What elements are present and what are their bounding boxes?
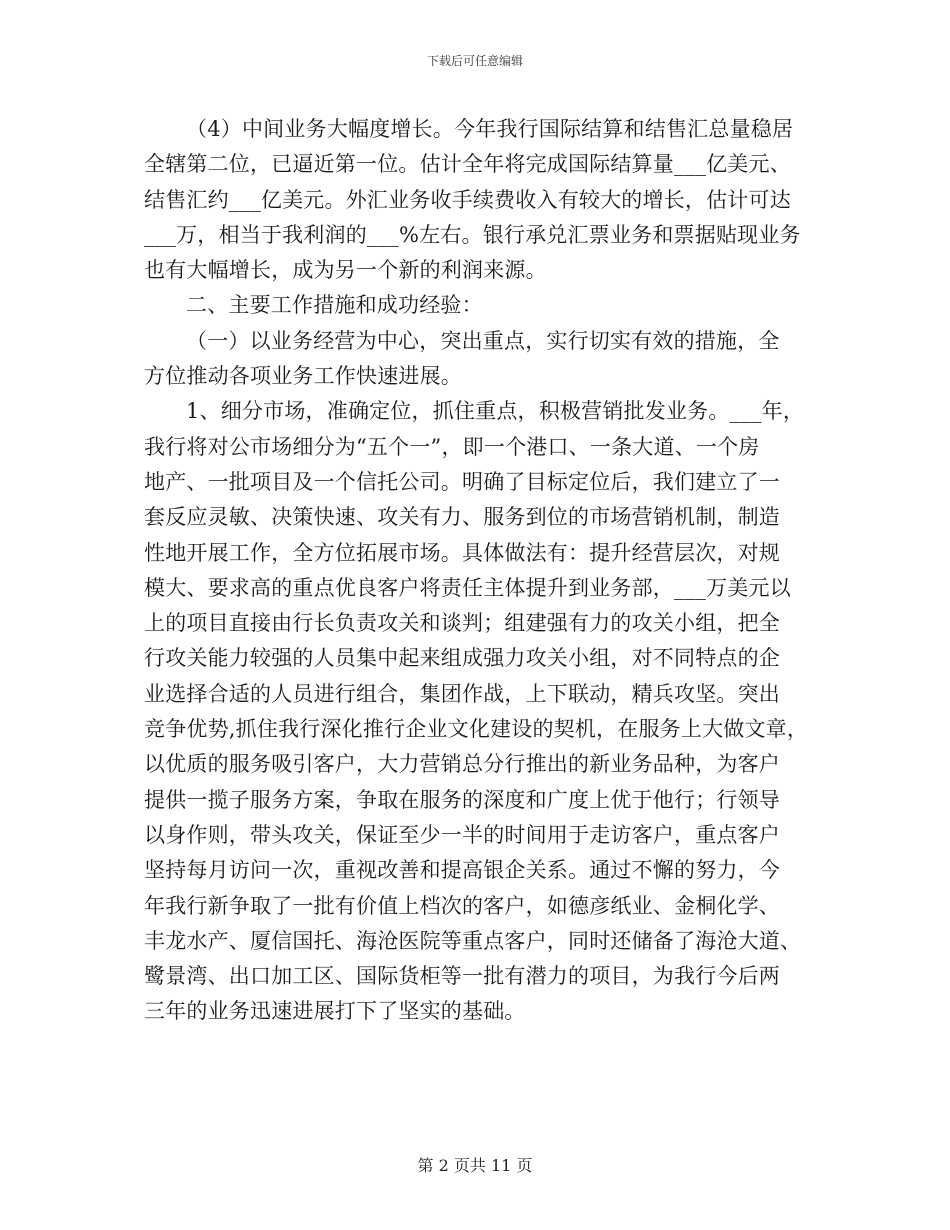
paragraph-line: 结售汇约___亿美元。外汇业务收手续费收入有较大的增长，估计可达 <box>144 187 791 212</box>
paragraph-line: 业选择合适的人员进行组合，集团作战，上下联动，精兵攻坚。突出 <box>144 681 780 706</box>
paragraph-line: 也有大幅增长，成为另一个新的利润来源。 <box>144 258 547 283</box>
paragraph-line: ___万，相当于我利润的___%左右。银行承兑汇票业务和票据贴现业务 <box>144 222 801 247</box>
page-header: 下载后可任意编辑 <box>426 54 523 68</box>
paragraph-line: 模大、要求高的重点优良客户将责任主体提升到业务部，___万美元以 <box>144 575 791 600</box>
paragraph-line: 性地开展工作，全方位拓展市场。具体做法有：提升经营层次，对规 <box>144 540 780 565</box>
paragraph-line: 以身作则，带头攻关，保证至少一半的时间用于走访客户，重点客户 <box>144 822 780 847</box>
section-heading: 二、主要工作措施和成功经验： <box>186 293 483 318</box>
paragraph-line: （一）以业务经营为中心，突出重点，实行切实有效的措施，全 <box>186 328 780 353</box>
paragraph-line: 套反应灵敏、决策快速、攻关有力、服务到位的市场营销机制，制造 <box>144 505 780 530</box>
paragraph-line: 方位推动各项业务工作快速进展。 <box>144 364 462 389</box>
paragraph-line: 我行将对公市场细分为“五个一”，即一个港口、一条大道、一个房 <box>144 434 760 459</box>
paragraph-line: 以优质的服务吸引客户，大力营销总分行推出的新业务品种，为客户 <box>144 752 780 777</box>
paragraph-line: 坚持每月访问一次，重视改善和提高银企关系。通过不懈的努力，今 <box>144 858 780 883</box>
document-body <box>144 112 808 1030</box>
paragraph-line: 年我行新争取了一批有价值上档次的客户，如德彦纸业、金桐化学、 <box>144 893 780 918</box>
paragraph-line: 全辖第二位，已逼近第一位。估计全年将完成国际结算量___亿美元、 <box>144 152 791 177</box>
page-footer: 第 2 页共 11 页 <box>417 1156 533 1175</box>
paragraph-line: 行攻关能力较强的人员集中起来组成强力攻关小组，对不同特点的企 <box>144 646 780 671</box>
paragraph-line: （4）中间业务大幅度增长。今年我行国际结算和结售汇总量稳居 <box>186 117 794 141</box>
paragraph-line: 上的项目直接由行长负责攻关和谈判；组建强有力的攻关小组，把全 <box>144 611 780 636</box>
paragraph-line: 1、细分市场，准确定位，抓住重点，积极营销批发业务。___年， <box>186 399 805 424</box>
paragraph-line: 竞争优势,抓住我行深化推行企业文化建设的契机，在服务上大做文章， <box>144 717 809 742</box>
paragraph-line: 丰龙水产、厦信国托、海沧医院等重点客户，同时还储备了海沧大道、 <box>144 928 802 953</box>
paragraph-line: 提供一揽子服务方案，争取在服务的深度和广度上优于他行；行领导 <box>144 787 780 812</box>
paragraph-line: 鹭景湾、出口加工区、国际货柜等一批有潜力的项目，为我行今后两 <box>144 964 780 989</box>
paragraph-line: 三年的业务迅速进展打下了坚实的基础。 <box>144 999 526 1024</box>
paragraph-line: 地产、一批项目及一个信托公司。明确了目标定位后，我们建立了一 <box>144 469 780 494</box>
